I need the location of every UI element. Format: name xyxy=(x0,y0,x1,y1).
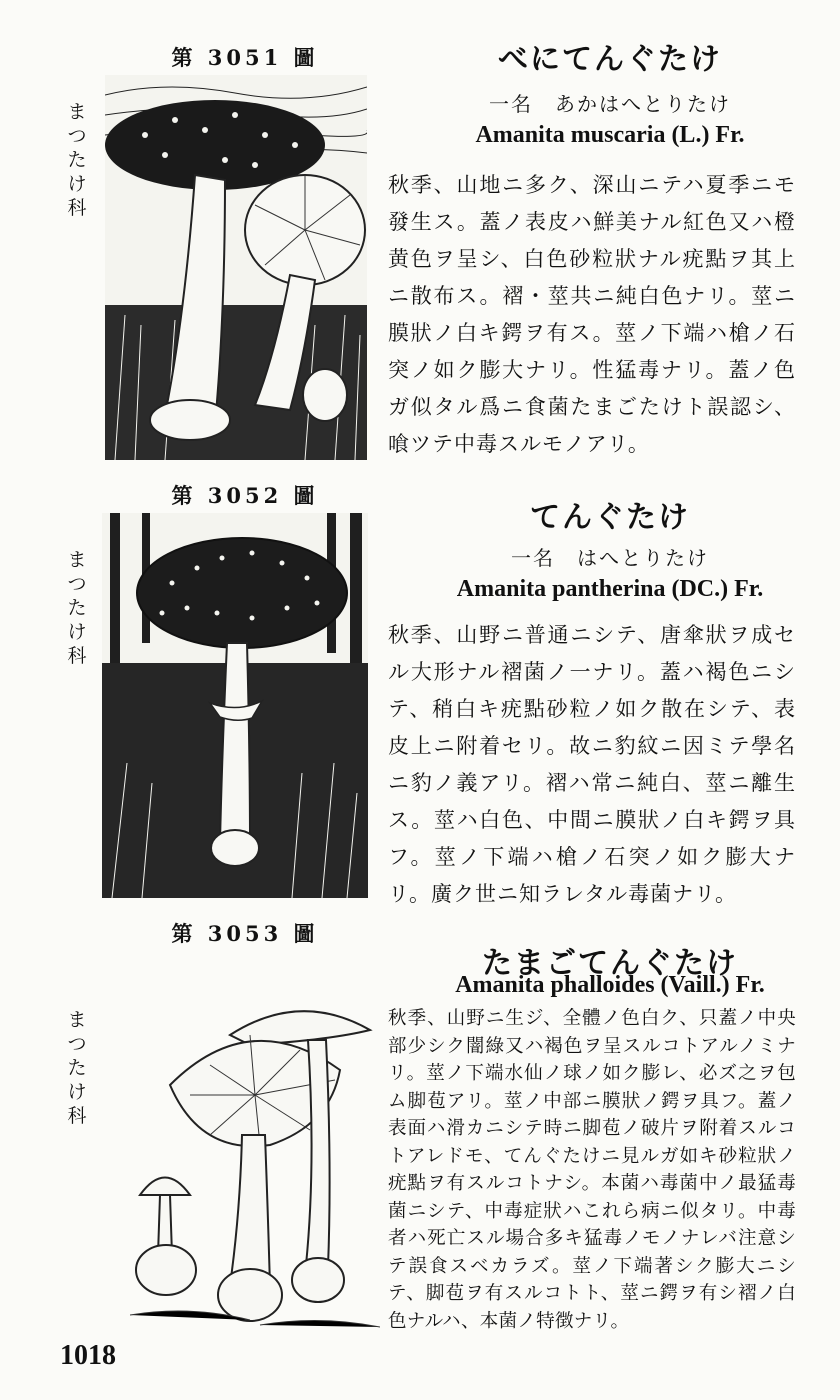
species-title: たまごてんぐたけ xyxy=(482,946,738,981)
species-alias: 一名 はへとりたけ xyxy=(511,546,709,570)
species-alias: 一名 あかはへとりたけ xyxy=(489,92,731,116)
scientific-name: Amanita phalloides (Vaill.) Fr. xyxy=(455,972,765,998)
figure-label: 第 3051 圖 xyxy=(171,45,319,70)
scientific-name: Amanita muscaria (L.) Fr. xyxy=(475,122,745,148)
figure-label: 第 3053 圖 xyxy=(171,921,319,946)
mushroom-illustration xyxy=(105,75,367,460)
mushroom-illustration xyxy=(130,995,380,1335)
page-number: 1018 xyxy=(60,1340,116,1371)
mushroom-illustration xyxy=(102,513,368,898)
species-description: 秋季、山野ニ生ジ、全體ノ色白ク、只蓋ノ中央部少シク闇綠又ハ褐色ヲ呈スルコトアルノミナリ。莖ノ下端水仙ノ球ノ如ク膨レ、必ズ之ヲ包ム脚苞アリ。莖ノ中部ニ膜狀ノ鍔ヲ具フ。蓋ノ表面ハ滑カニシテ時ニ脚苞ノ破片ヲ附着スルコトアレドモ、てんぐたけニ見ルガ如キ砂粒狀ノ疣點ヲ有スルコトナシ。本菌ハ毒菌中ノ最猛毒菌ニシテ、中毒症狀ハこれら病ニ似タリ。中毒者ハ死亡スル場合多キ猛毒ノモノナレバ注意シテ誤食スベカラズ。莖ノ下端著シク膨大ニシテ、脚苞ヲ有スルコトト、莖ニ鍔ヲ有シ褶ノ白色ナルハ、本菌ノ特徴ナリ。 xyxy=(388,1008,796,1332)
scientific-name: Amanita pantherina (DC.) Fr. xyxy=(456,576,764,602)
species-description: 秋季、山地ニ多ク、深山ニテハ夏季ニモ發生ス。蓋ノ表皮ハ鮮美ナル紅色又ハ橙黄色ヲ呈シ、白色砂粒狀ナル疣點ヲ其上ニ散布ス。褶・莖共ニ純白色ナリ。莖ニ膜狀ノ白キ鍔ヲ有ス。莖ノ下端ハ槍ノ石突ノ如ク膨大ナリ。性猛毒ナリ。蓋ノ色ガ似タル爲ニ食菌たまごたけト誤認シ、喰ツテ中毒スルモノアリ。 xyxy=(388,173,796,456)
species-title: べにてんぐたけ xyxy=(498,42,722,77)
family-label: まつたけ科 xyxy=(67,1009,87,1127)
figure-label: 第 3052 圖 xyxy=(171,483,319,508)
species-title: てんぐたけ xyxy=(530,500,690,535)
species-description: 秋季、山野ニ普通ニシテ、唐傘狀ヲ成セル大形ナル褶菌ノ一ナリ。蓋ハ褐色ニシテ、稍白キ疣點砂粒ノ如ク散在シテ、表皮上ニ附着セリ。故ニ豹紋ニ因ミテ學名ニ豹ノ義アリ。褶ハ常ニ純白、莖ニ離生ス。莖ハ白色、中間ニ膜狀ノ白キ鍔ヲ具フ。莖ノ下端ハ槍ノ石突ノ如ク膨大ナリ。廣ク世ニ知ラレタル毒菌ナリ。 xyxy=(388,623,796,906)
family-label: まつたけ科 xyxy=(67,549,87,667)
family-label: まつたけ科 xyxy=(67,101,87,219)
